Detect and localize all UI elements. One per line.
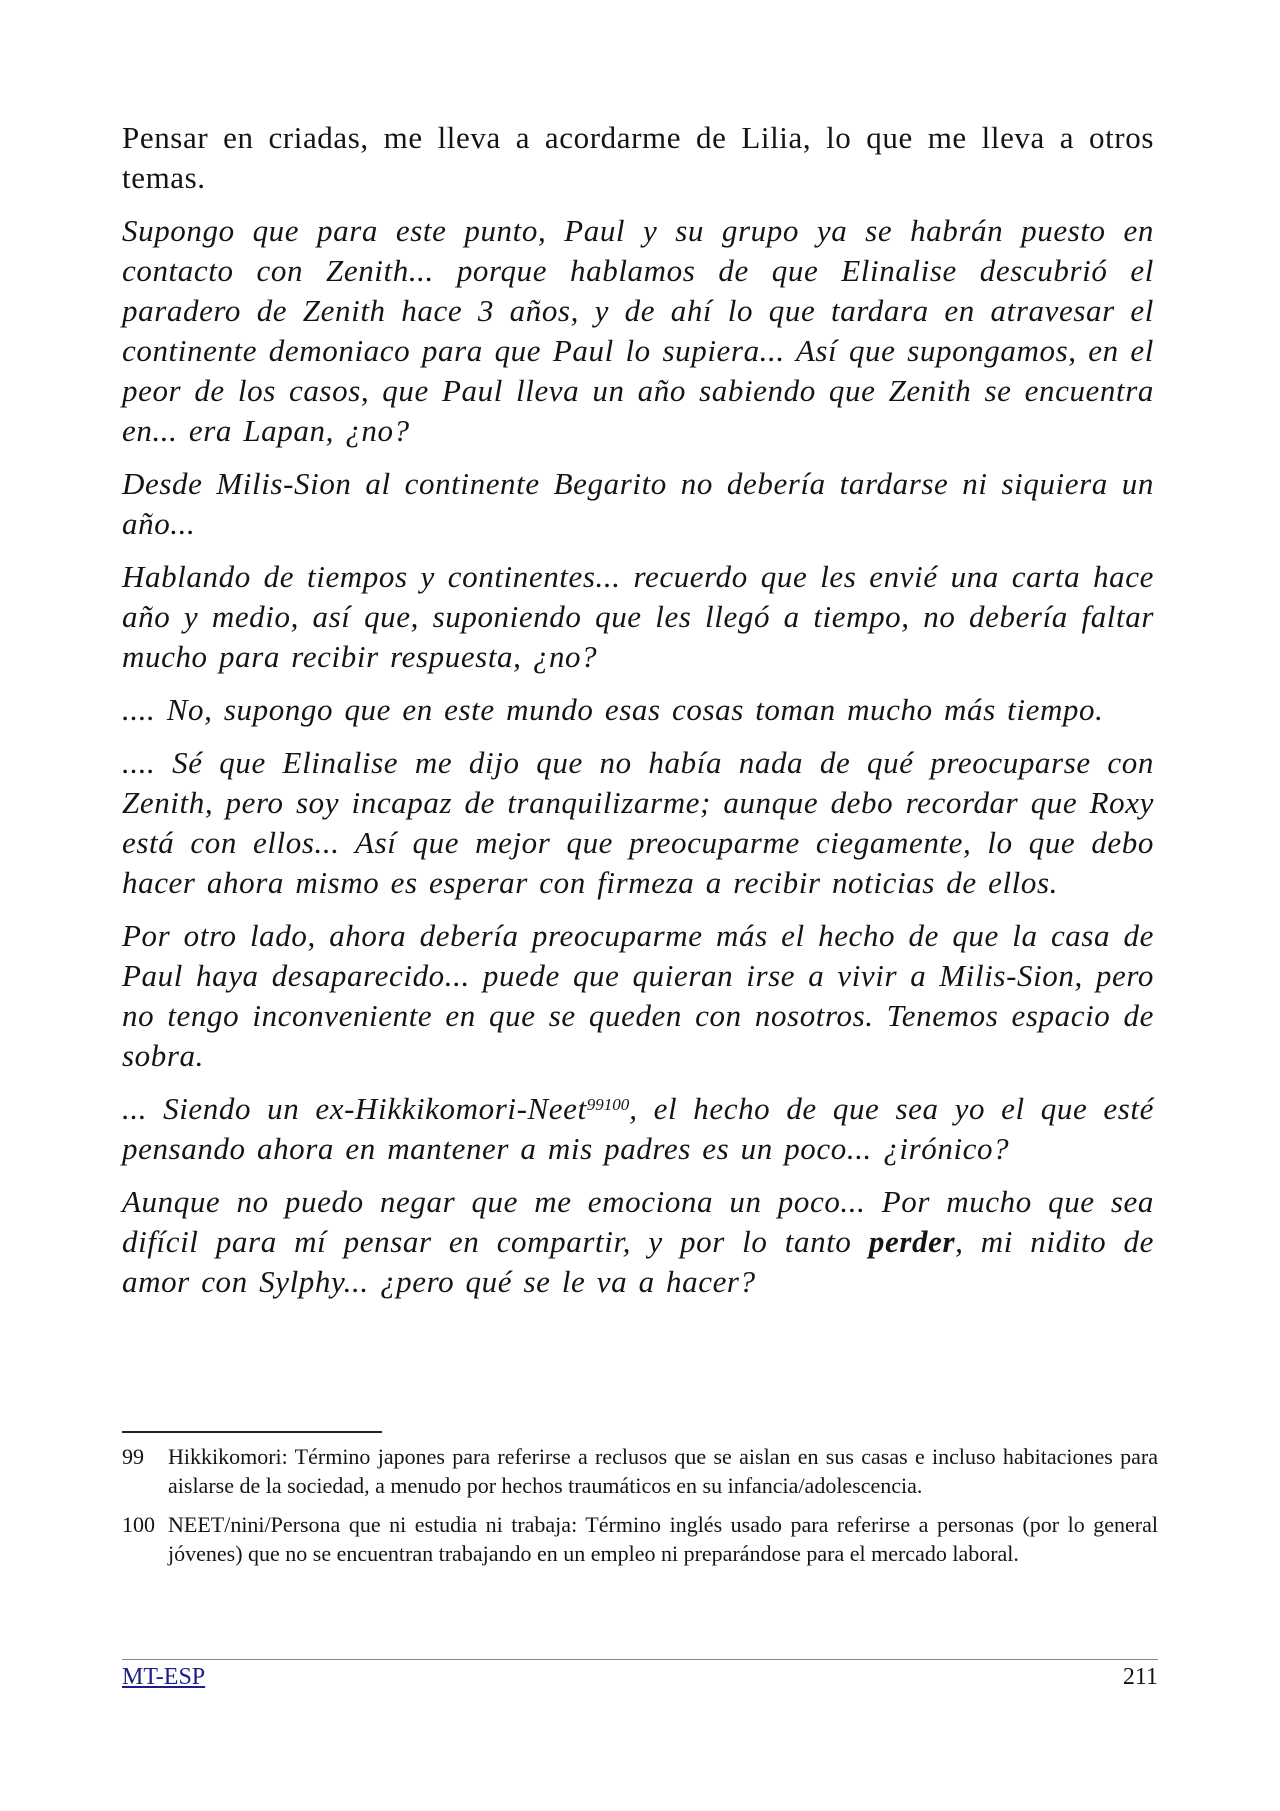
paragraph-with-emphasis <box>122 1182 1154 1302</box>
paragraph-text: , el hecho de que sea yo el que esté pensando ahora en mantener a mis padres es un poco... ¿irónico? <box>122 1091 1154 1166</box>
emphasis-word: perder <box>868 1224 956 1259</box>
footnote <box>122 1510 1158 1568</box>
footnote-text: Hikkikomori: Término japones para referirse a reclusos que se aislan en sus casas e incluso habitaciones para aislarse de la sociedad, a menudo por hechos traumáticos en su infancia/adolescencia. <box>168 1444 1158 1498</box>
footnotes <box>122 1442 1158 1578</box>
paragraph: Supongo que para este punto, Paul y su grupo ya se habrán puesto en contacto con Zenith... porque hablamos de que Elinalise descubrió el paradero de Zenith hace 3 años, y de ahí lo que tardara en atravesar el continente demoniaco para que Paul lo supiera... Así que supongamos, en el peor de los casos, que Paul lleva un año sabiendo que Zenith se encuentra en... era Lapan, ¿no? <box>122 213 1154 448</box>
footnote-separator <box>122 1431 382 1433</box>
body-text <box>122 118 1154 1315</box>
footnote <box>122 1442 1158 1500</box>
footer-link[interactable]: MT-ESP <box>122 1664 206 1690</box>
footnote-reference[interactable]: 99100 <box>586 1095 630 1114</box>
footnote-number: 99 <box>122 1444 144 1469</box>
paragraph: Desde Milis-Sion al continente Begarito no debería tardarse ni siquiera un año... <box>122 466 1154 541</box>
page-number: 211 <box>1122 1664 1158 1690</box>
footnote-text: NEET/nini/Persona que ni estudia ni trabaja: Término inglés usado para referirse a personas (por lo general jóvenes) que no se encuentran trabajando en un empleo ni preparándose para el mercado laboral. <box>168 1512 1158 1566</box>
footer-separator <box>122 1659 1158 1660</box>
paragraph-with-footnote-ref <box>122 1089 1154 1169</box>
paragraph: .... Sé que Elinalise me dijo que no había nada de qué preocuparse con Zenith, pero soy incapaz de tranquilizarme; aunque debo recordar que Roxy está con ellos... Así que mejor que preocuparme ciegamente, lo que debo hacer ahora mismo es esperar con firmeza a recibir noticias de ellos. <box>122 745 1154 900</box>
paragraph: Pensar en criadas, me lleva a acordarme de Lilia, lo que me lleva a otros temas. <box>122 120 1154 195</box>
paragraph-text: ... Siendo un ex-Hikkikomori-Neet <box>122 1091 587 1126</box>
paragraph-text: Aunque no puedo negar que me emociona un poco... Por mucho que sea difícil para mí pensar en compartir, y por lo tanto <box>122 1184 1154 1259</box>
paragraph: .... No, supongo que en este mundo esas cosas toman mucho más tiempo. <box>122 692 1104 727</box>
paragraph: Por otro lado, ahora debería preocuparme más el hecho de que la casa de Paul haya desaparecido... puede que quieran irse a vivir a Milis-Sion, pero no tengo inconveniente en que se queden con nosotros. Tenemos espacio de sobra. <box>122 918 1154 1073</box>
paragraph: Hablando de tiempos y continentes... recuerdo que les envié una carta hace año y medio, así que, suponiendo que les llegó a tiempo, no debería faltar mucho para recibir respuesta, ¿no? <box>122 559 1154 674</box>
footnote-number: 100 <box>122 1512 155 1537</box>
paragraph-text: , mi nidito de amor con Sylphy... ¿pero qué se le va a hacer? <box>122 1224 1154 1299</box>
